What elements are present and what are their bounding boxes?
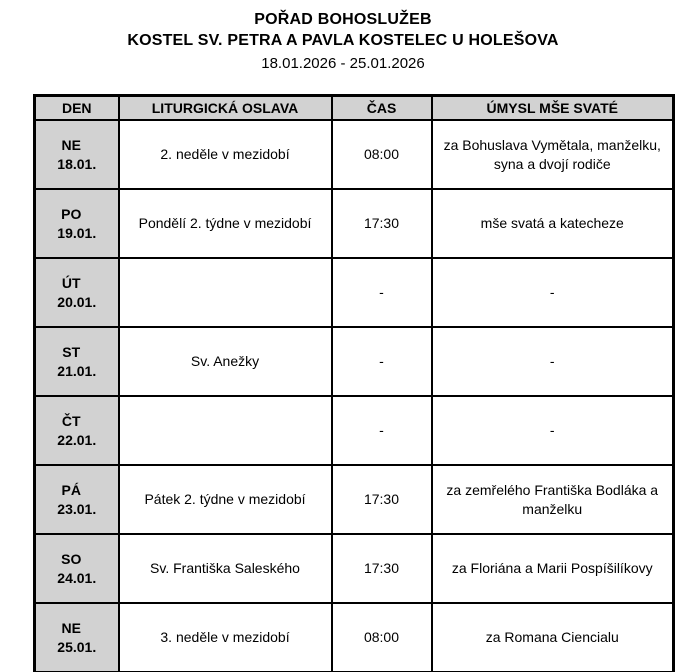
- intention-cell: -: [432, 258, 674, 327]
- table-row: [35, 327, 674, 396]
- day-abbr: NE: [61, 619, 81, 636]
- page-title: POŘAD BOHOSLUŽEB: [254, 11, 432, 28]
- day-date: 18.01.: [57, 155, 97, 172]
- celebration-cell: 2. neděle v mezidobí: [119, 120, 332, 189]
- day-cell: [35, 396, 119, 465]
- celebration-cell: Sv. Františka Saleského: [119, 534, 332, 603]
- intention-cell: -: [432, 327, 674, 396]
- day-abbr: NE: [61, 136, 81, 153]
- table-row: [35, 189, 674, 258]
- celebration-cell: Sv. Anežky: [119, 327, 332, 396]
- day-cell: [35, 258, 119, 327]
- intention-cell: mše svatá a katecheze: [432, 189, 674, 258]
- intention-cell: -: [432, 396, 674, 465]
- col-header-liturgicka-oslava: LITURGICKÁ OSLAVA: [119, 96, 332, 121]
- time-cell: -: [332, 258, 432, 327]
- table-row: [35, 534, 674, 603]
- celebration-cell: 3. neděle v mezidobí: [119, 603, 332, 672]
- intention-cell: za Bohuslava Vymětala, manželku, syna a dvojí rodiče: [432, 120, 674, 189]
- day-abbr: ST: [62, 343, 81, 360]
- day-cell: [35, 534, 119, 603]
- table-header-row: [35, 96, 674, 121]
- date-range: 18.01.2026 - 25.01.2026: [261, 55, 425, 72]
- col-header-cas: ČAS: [332, 96, 432, 121]
- table-row: [35, 258, 674, 327]
- day-abbr: ÚT: [61, 274, 81, 291]
- intention-cell: za Romana Ciencialu: [432, 603, 674, 672]
- day-cell: [35, 189, 119, 258]
- day-date: 24.01.: [57, 569, 97, 586]
- table-row: [35, 465, 674, 534]
- celebration-cell: Pátek 2. týdne v mezidobí: [119, 465, 332, 534]
- celebration-cell: [119, 258, 332, 327]
- day-abbr: PÁ: [61, 481, 81, 498]
- col-header-umysl-mse-svate: ÚMYSL MŠE SVATÉ: [432, 96, 674, 121]
- day-abbr: ČT: [61, 412, 81, 429]
- celebration-cell: Pondělí 2. týdne v mezidobí: [119, 189, 332, 258]
- day-cell: [35, 603, 119, 672]
- intention-cell: za zemřelého Františka Bodláka a manželku: [432, 465, 674, 534]
- page-subtitle: KOSTEL SV. PETRA A PAVLA KOSTELEC U HOLEŠOVA: [127, 32, 559, 49]
- document-header: [0, 0, 686, 74]
- table-row: [35, 603, 674, 672]
- time-cell: -: [332, 327, 432, 396]
- time-cell: -: [332, 396, 432, 465]
- day-date: 25.01.: [57, 638, 97, 655]
- day-abbr: PO: [61, 205, 82, 222]
- time-cell: 08:00: [332, 603, 432, 672]
- day-cell: [35, 327, 119, 396]
- table-row: [35, 120, 674, 189]
- day-cell: [35, 120, 119, 189]
- table-row: [35, 396, 674, 465]
- day-date: 22.01.: [57, 431, 97, 448]
- intention-cell: za Floriána a Marii Pospíšilíkovy: [432, 534, 674, 603]
- day-abbr: SO: [61, 550, 82, 567]
- day-date: 23.01.: [57, 500, 97, 517]
- day-cell: [35, 465, 119, 534]
- celebration-cell: [119, 396, 332, 465]
- time-cell: 17:30: [332, 534, 432, 603]
- schedule-table: [33, 94, 675, 672]
- time-cell: 17:30: [332, 189, 432, 258]
- day-date: 20.01.: [57, 293, 97, 310]
- day-date: 21.01.: [57, 362, 97, 379]
- time-cell: 08:00: [332, 120, 432, 189]
- day-date: 19.01.: [57, 224, 97, 241]
- time-cell: 17:30: [332, 465, 432, 534]
- col-header-den: DEN: [35, 96, 119, 121]
